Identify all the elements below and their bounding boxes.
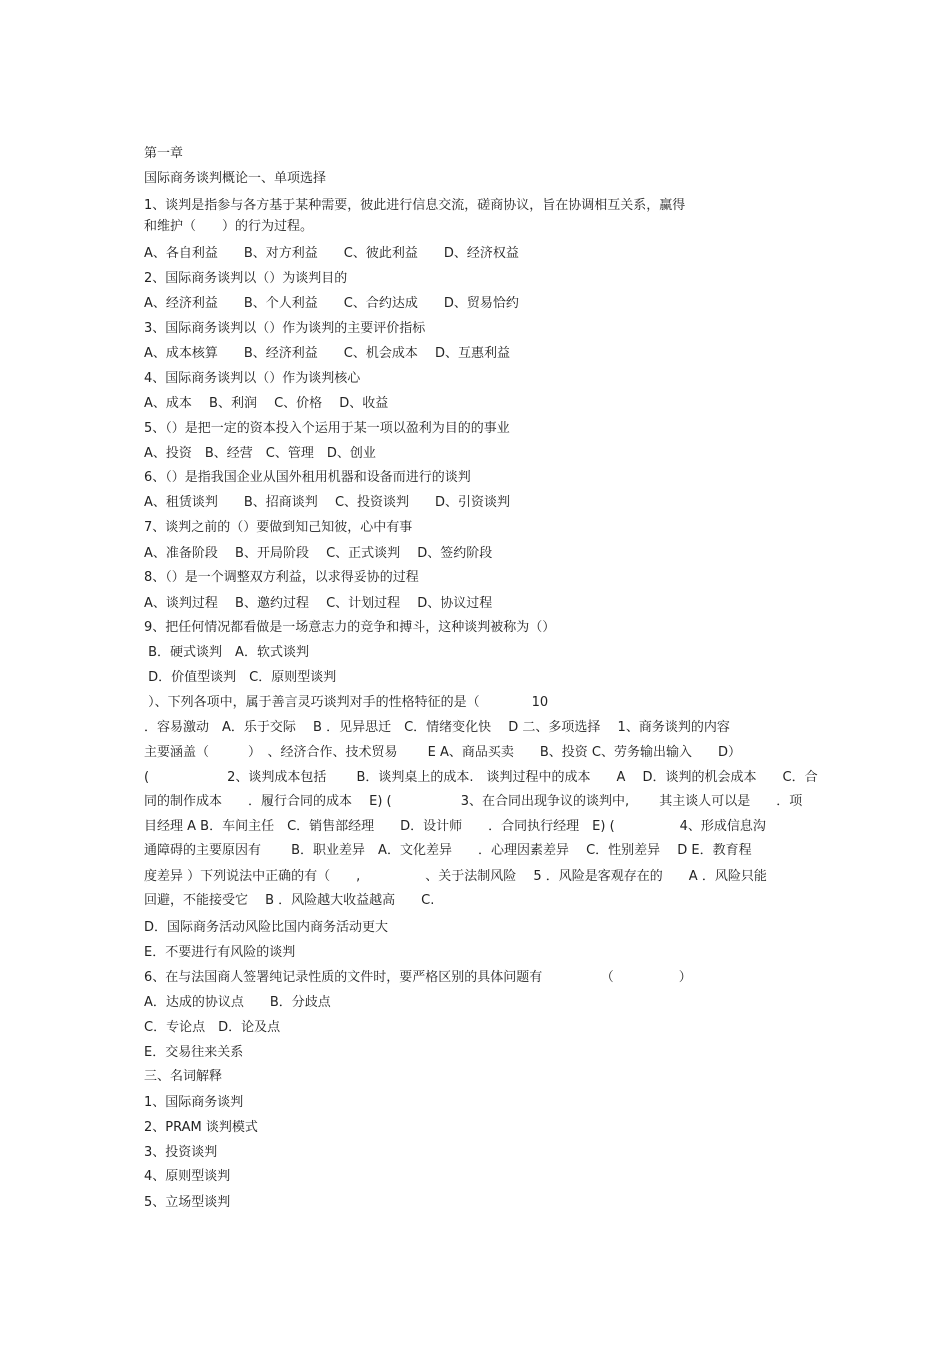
question-line: 2、国际商务谈判以（）为谈判目的: [144, 271, 348, 286]
paragraph-line: 通障碍的主要原因有 B．职业差异 A．文化差异 ．心理因素差异 C．性别差异 D E．教育程: [144, 843, 752, 858]
question-line: 5、（）是把一定的资本投入个运用于某一项以盈利为目的的事业: [144, 421, 510, 436]
options-line: A、成本 B、利润 C、价格 D、收益: [144, 396, 389, 411]
question-line: ）、下列各项中，属于善言灵巧谈判对手的性格特征的是（ 10: [144, 695, 549, 710]
options-line: A、经济利益 B、个人利益 C、合约达成 D、贸易恰约: [144, 296, 519, 311]
question-line: 4、国际商务谈判以（）作为谈判核心: [144, 371, 361, 386]
paragraph-line: 主要涵盖（ ） 、经济合作、技术贸易 E A、商品买卖 B、投资 C、劳务输出输入 D）: [144, 745, 742, 760]
question-line: 8、（）是一个调整双方利益，以求得妥协的过程: [144, 570, 419, 585]
options-line: A．达成的协议点 B．分歧点: [144, 995, 331, 1010]
question-line: 9、把任何情况都看做是一场意志力的竞争和搏斗，这种谈判被称为（）: [144, 620, 556, 635]
options-line: D．价值型谈判 C．原则型谈判: [144, 670, 337, 685]
options-line: B．硬式谈判 A．软式谈判: [144, 645, 309, 660]
paragraph-line: 目经理 A B．车间主任 C．销售部经理 D．设计师 ．合同执行经理 E) ( 4、形成信息沟: [144, 819, 766, 834]
paragraph-line: 回避，不能接受它 B ．风险越大收益越高 C.: [144, 893, 435, 908]
options-line: A、租赁谈判 B、招商谈判 C、投资谈判 D、引资谈判: [144, 495, 511, 510]
paragraph-line: 同的制作成本 ．履行合同的成本 E) ( 3、在合同出现争议的谈判中, 其主谈人可以是 ．项: [144, 794, 803, 809]
question-line: 7、谈判之前的（）要做到知己知彼，心中有事: [144, 520, 413, 535]
options-line: A、谈判过程 B、邀约过程 C、计划过程 D、协议过程: [144, 596, 493, 611]
options-line: A、投资 B、经营 C、管理 D、创业: [144, 446, 376, 461]
options-line: A、准备阶段 B、开局阶段 C、正式谈判 D、签约阶段: [144, 546, 493, 561]
section-heading: 三、名词解释: [144, 1069, 223, 1084]
paragraph-line: ．容易激动 A．乐于交际 B ．见异思迁 C．情绪变化快 D 二、多项选择 1、商务谈判的内容: [144, 720, 730, 735]
term-item: 2、PRAM 谈判模式: [144, 1120, 258, 1135]
question-line: 6、（）是指我国企业从国外租用机器和设备而进行的谈判: [144, 470, 471, 485]
question-line: 3、国际商务谈判以（）作为谈判的主要评价指标: [144, 321, 426, 336]
term-item: 3、投资谈判: [144, 1145, 218, 1160]
options-line: A、各自利益 B、对方利益 C、彼此利益 D、经济权益: [144, 246, 519, 261]
chapter-heading: 第一章: [144, 146, 184, 161]
paragraph-line: 度差异 ）下列说法中正确的有（ , 、关于法制风险 5 ．风险是客观存在的 A ．风险只能: [144, 869, 767, 884]
options-line: A、成本核算 B、经济利益 C、机会成本 D、互惠利益: [144, 346, 511, 361]
options-line: E．不要进行有风险的谈判: [144, 945, 296, 960]
options-line: D．国际商务活动风险比国内商务活动更大: [144, 920, 389, 935]
options-line: C．专论点 D．论及点: [144, 1020, 281, 1035]
question-line: 6、在与法国商人签署纯记录性质的文件时，要严格区别的具体问题有 （ ）: [144, 970, 692, 985]
section-heading: 国际商务谈判概论一、单项选择: [144, 171, 327, 186]
question-line: 1、谈判是指参与各方基于某种需要，彼此进行信息交流，磋商协议，旨在协调相互关系，赢得: [144, 198, 686, 213]
term-item: 5、立场型谈判: [144, 1195, 231, 1210]
term-item: 4、原则型谈判: [144, 1169, 231, 1184]
question-line: 和维护（ ）的行为过程。: [144, 219, 314, 234]
options-line: E．交易往来关系: [144, 1045, 244, 1060]
paragraph-line: ( 2、谈判成本包括 B．谈判桌上的成本. 谈判过程中的成本 A D．谈判的机会成本 C．合: [144, 770, 818, 785]
term-item: 1、国际商务谈判: [144, 1095, 244, 1110]
